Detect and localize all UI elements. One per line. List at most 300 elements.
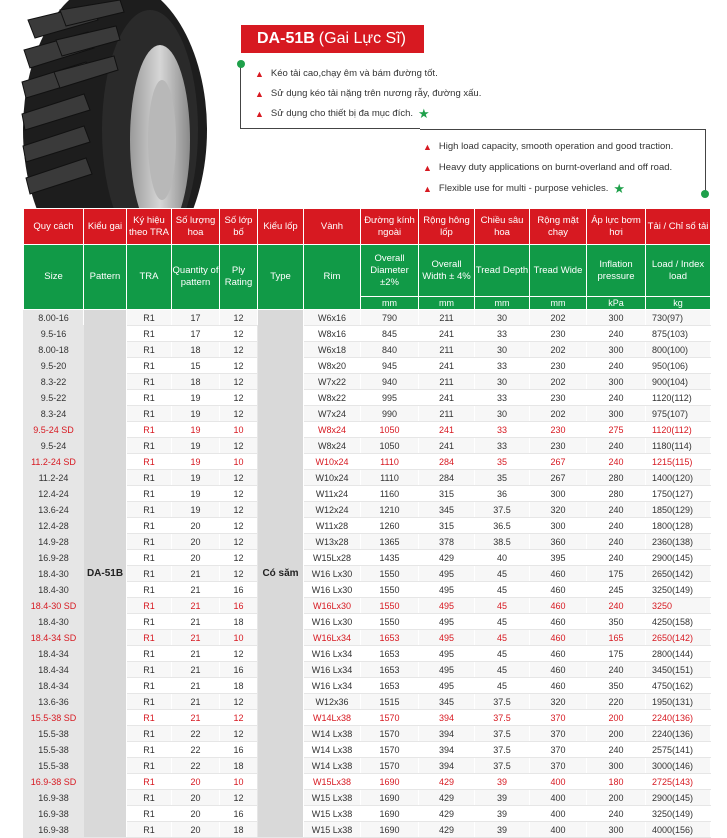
cell-ply: 12	[220, 518, 258, 534]
type-cell: Có săm	[258, 310, 304, 838]
column-header-vn: Rộng mặt chạy	[530, 209, 587, 245]
cell-tw: 370	[530, 726, 587, 742]
cell-ply: 10	[220, 422, 258, 438]
cell-size: 8.00-16	[24, 310, 84, 326]
table-row	[24, 646, 711, 662]
cell-tra: R1	[127, 358, 172, 374]
cell-td: 33	[475, 326, 530, 342]
column-header-en: Tread Wide	[530, 245, 587, 297]
cell-load: 1950(131)	[646, 694, 711, 710]
cell-size: 18.4-34	[24, 646, 84, 662]
column-header-en: Overall Width ± 4%	[419, 245, 475, 297]
cell-td: 40	[475, 550, 530, 566]
cell-ply: 12	[220, 438, 258, 454]
table-row	[24, 598, 711, 614]
cell-load: 2900(145)	[646, 550, 711, 566]
cell-ow: 211	[419, 374, 475, 390]
cell-size: 18.4-30	[24, 566, 84, 582]
cell-load: 3000(146)	[646, 758, 711, 774]
cell-tra: R1	[127, 710, 172, 726]
cell-tw: 460	[530, 678, 587, 694]
cell-tra: R1	[127, 742, 172, 758]
cell-tw: 202	[530, 406, 587, 422]
cell-size: 9.5-16	[24, 326, 84, 342]
cell-rim: W15Lx28	[304, 550, 361, 566]
cell-td: 33	[475, 438, 530, 454]
cell-size: 15.5-38	[24, 726, 84, 742]
cell-size: 16.9-38 SD	[24, 774, 84, 790]
table-row	[24, 630, 711, 646]
cell-ip: 275	[587, 422, 646, 438]
cell-td: 39	[475, 822, 530, 838]
cell-qty: 19	[172, 406, 220, 422]
cell-tw: 400	[530, 806, 587, 822]
cell-qty: 20	[172, 822, 220, 838]
header-row-vn	[24, 209, 711, 245]
cell-od: 1570	[361, 742, 419, 758]
cell-tw: 460	[530, 598, 587, 614]
cell-ip: 240	[587, 534, 646, 550]
cell-rim: W7x24	[304, 406, 361, 422]
table-row	[24, 822, 711, 838]
cell-size: 11.2-24	[24, 470, 84, 486]
triangle-icon: ▲	[423, 141, 432, 152]
cell-od: 1570	[361, 710, 419, 726]
cell-ow: 495	[419, 582, 475, 598]
cell-size: 16.9-38	[24, 822, 84, 838]
cell-ply: 12	[220, 566, 258, 582]
cell-tw: 395	[530, 550, 587, 566]
cell-od: 1570	[361, 726, 419, 742]
cell-ip: 200	[587, 710, 646, 726]
cell-ow: 495	[419, 646, 475, 662]
cell-ow: 429	[419, 774, 475, 790]
feature-text: Heavy duty applications on burnt-overland and off road.	[438, 162, 673, 173]
cell-ip: 280	[587, 486, 646, 502]
cell-tw: 320	[530, 502, 587, 518]
cell-ip: 300	[587, 406, 646, 422]
cell-tra: R1	[127, 326, 172, 342]
cell-rim: W10x24	[304, 454, 361, 470]
cell-td: 45	[475, 646, 530, 662]
cell-rim: W16Lx34	[304, 630, 361, 646]
cell-ply: 12	[220, 694, 258, 710]
cell-td: 30	[475, 310, 530, 326]
cell-qty: 21	[172, 694, 220, 710]
cell-ip: 240	[587, 598, 646, 614]
star-icon: ★	[613, 181, 626, 196]
triangle-icon: ▲	[423, 183, 432, 194]
cell-td: 30	[475, 374, 530, 390]
cell-ip: 300	[587, 342, 646, 358]
cell-ply: 12	[220, 726, 258, 742]
cell-rim: W8x22	[304, 390, 361, 406]
cell-qty: 21	[172, 662, 220, 678]
table-row	[24, 406, 711, 422]
cell-tw: 460	[530, 662, 587, 678]
cell-rim: W11x28	[304, 518, 361, 534]
feature-text: Sử dụng kéo tải nặng trên nương rẫy, đường xấu.	[270, 88, 482, 99]
cell-tra: R1	[127, 806, 172, 822]
cell-td: 45	[475, 566, 530, 582]
cell-ow: 394	[419, 758, 475, 774]
cell-tra: R1	[127, 566, 172, 582]
feature-en-1	[423, 141, 673, 152]
cell-rim: W13x28	[304, 534, 361, 550]
cell-load: 1800(128)	[646, 518, 711, 534]
cell-size: 9.5-22	[24, 390, 84, 406]
cell-ip: 240	[587, 390, 646, 406]
cell-ply: 18	[220, 678, 258, 694]
cell-od: 1050	[361, 422, 419, 438]
cell-td: 37.5	[475, 742, 530, 758]
cell-qty: 18	[172, 374, 220, 390]
cell-tra: R1	[127, 550, 172, 566]
table-row	[24, 438, 711, 454]
cell-ip: 350	[587, 614, 646, 630]
tire-image	[20, 0, 210, 205]
cell-rim: W8x24	[304, 422, 361, 438]
cell-size: 15.5-38	[24, 742, 84, 758]
cell-od: 1550	[361, 614, 419, 630]
cell-td: 39	[475, 774, 530, 790]
cell-tw: 370	[530, 742, 587, 758]
cell-tra: R1	[127, 454, 172, 470]
cell-ow: 241	[419, 358, 475, 374]
cell-od: 995	[361, 390, 419, 406]
cell-ow: 495	[419, 566, 475, 582]
cell-tra: R1	[127, 390, 172, 406]
cell-tw: 460	[530, 566, 587, 582]
cell-qty: 20	[172, 774, 220, 790]
cell-ip: 240	[587, 358, 646, 374]
cell-load: 4250(158)	[646, 614, 711, 630]
cell-size: 8.3-24	[24, 406, 84, 422]
cell-qty: 22	[172, 726, 220, 742]
column-header-vn: Rộng hông lốp	[419, 209, 475, 245]
table-row	[24, 806, 711, 822]
cell-ow: 284	[419, 454, 475, 470]
cell-td: 30	[475, 342, 530, 358]
table-row	[24, 726, 711, 742]
cell-size: 9.5-20	[24, 358, 84, 374]
cell-tra: R1	[127, 534, 172, 550]
pattern-cell: DA-51B	[84, 310, 127, 838]
cell-tw: 460	[530, 614, 587, 630]
cell-load: 2900(145)	[646, 790, 711, 806]
cell-qty: 20	[172, 534, 220, 550]
unit-label: mm	[475, 297, 530, 310]
cell-load: 2725(143)	[646, 774, 711, 790]
cell-tw: 370	[530, 710, 587, 726]
table-row	[24, 742, 711, 758]
cell-ip: 180	[587, 774, 646, 790]
cell-od: 1550	[361, 566, 419, 582]
cell-od: 940	[361, 374, 419, 390]
cell-ip: 175	[587, 566, 646, 582]
cell-ip: 200	[587, 790, 646, 806]
column-header-en: Rim	[304, 245, 361, 310]
cell-load: 900(104)	[646, 374, 711, 390]
cell-size: 13.6-24	[24, 502, 84, 518]
cell-size: 16.9-28	[24, 550, 84, 566]
cell-load: 1750(127)	[646, 486, 711, 502]
cell-ow: 495	[419, 662, 475, 678]
column-header-en: Load / Index load	[646, 245, 711, 297]
feature-text: Kéo tải cao,chạy êm và bám đường tốt.	[270, 68, 438, 79]
cell-load: 1120(112)	[646, 390, 711, 406]
cell-ply: 18	[220, 614, 258, 630]
table-row	[24, 774, 711, 790]
table-row	[24, 342, 711, 358]
cell-qty: 18	[172, 342, 220, 358]
column-header-vn: Số lượng hoa	[172, 209, 220, 245]
cell-qty: 21	[172, 646, 220, 662]
cell-size: 9.5-24 SD	[24, 422, 84, 438]
cell-rim: W12x36	[304, 694, 361, 710]
cell-load: 730(97)	[646, 310, 711, 326]
cell-ip: 200	[587, 726, 646, 742]
cell-load: 1120(112)	[646, 422, 711, 438]
cell-td: 45	[475, 630, 530, 646]
cell-size: 15.5-38	[24, 758, 84, 774]
cell-od: 1653	[361, 630, 419, 646]
column-header-vn: Ký hiệu theo TRA	[127, 209, 172, 245]
cell-td: 35	[475, 470, 530, 486]
cell-tra: R1	[127, 342, 172, 358]
cell-ow: 394	[419, 742, 475, 758]
cell-rim: W14 Lx38	[304, 726, 361, 742]
cell-rim: W8x16	[304, 326, 361, 342]
cell-ow: 345	[419, 694, 475, 710]
cell-qty: 21	[172, 614, 220, 630]
cell-ow: 429	[419, 790, 475, 806]
cell-size: 12.4-28	[24, 518, 84, 534]
cell-ply: 12	[220, 342, 258, 358]
cell-size: 11.2-24 SD	[24, 454, 84, 470]
cell-td: 36.5	[475, 518, 530, 534]
table-row	[24, 678, 711, 694]
cell-od: 1690	[361, 774, 419, 790]
cell-tra: R1	[127, 614, 172, 630]
cell-od: 945	[361, 358, 419, 374]
cell-load: 1400(120)	[646, 470, 711, 486]
column-header-vn: Vành	[304, 209, 361, 245]
cell-ip: 300	[587, 822, 646, 838]
cell-od: 1690	[361, 806, 419, 822]
cell-qty: 22	[172, 742, 220, 758]
cell-td: 37.5	[475, 710, 530, 726]
cell-ow: 241	[419, 422, 475, 438]
triangle-icon: ▲	[423, 162, 432, 173]
cell-ip: 240	[587, 518, 646, 534]
star-icon: ★	[418, 106, 430, 121]
cell-ply: 10	[220, 630, 258, 646]
cell-tra: R1	[127, 822, 172, 838]
cell-ply: 12	[220, 374, 258, 390]
features-en-frame	[420, 129, 706, 130]
column-header-en: Overall Diameter ±2%	[361, 245, 419, 297]
cell-qty: 19	[172, 486, 220, 502]
cell-tw: 267	[530, 470, 587, 486]
column-header-en: Inflation pressure	[587, 245, 646, 297]
cell-rim: W7x22	[304, 374, 361, 390]
cell-tw: 360	[530, 534, 587, 550]
cell-size: 16.9-38	[24, 790, 84, 806]
column-header-vn: Tải / Chỉ số tải	[646, 209, 711, 245]
cell-tra: R1	[127, 518, 172, 534]
cell-load: 2575(141)	[646, 742, 711, 758]
cell-load: 2360(138)	[646, 534, 711, 550]
cell-ply: 18	[220, 822, 258, 838]
cell-ip: 280	[587, 470, 646, 486]
cell-qty: 20	[172, 550, 220, 566]
table-row	[24, 518, 711, 534]
cell-qty: 21	[172, 630, 220, 646]
cell-qty: 19	[172, 422, 220, 438]
cell-rim: W14Lx38	[304, 710, 361, 726]
cell-ply: 12	[220, 550, 258, 566]
cell-ip: 240	[587, 454, 646, 470]
cell-size: 9.5-24	[24, 438, 84, 454]
cell-tw: 202	[530, 374, 587, 390]
cell-qty: 19	[172, 390, 220, 406]
cell-ip: 240	[587, 502, 646, 518]
cell-tw: 300	[530, 486, 587, 502]
cell-tw: 230	[530, 390, 587, 406]
cell-rim: W15 Lx38	[304, 806, 361, 822]
cell-rim: W16 Lx30	[304, 582, 361, 598]
cell-tw: 460	[530, 646, 587, 662]
table-row	[24, 502, 711, 518]
cell-td: 33	[475, 390, 530, 406]
cell-tra: R1	[127, 694, 172, 710]
cell-ow: 429	[419, 806, 475, 822]
table-row	[24, 582, 711, 598]
cell-rim: W16 Lx30	[304, 614, 361, 630]
cell-ip: 165	[587, 630, 646, 646]
cell-tra: R1	[127, 406, 172, 422]
feature-vn-2	[255, 88, 481, 99]
cell-size: 8.3-22	[24, 374, 84, 390]
cell-size: 18.4-30 SD	[24, 598, 84, 614]
cell-qty: 19	[172, 470, 220, 486]
cell-tra: R1	[127, 502, 172, 518]
cell-ply: 12	[220, 790, 258, 806]
cell-qty: 19	[172, 438, 220, 454]
cell-tw: 370	[530, 758, 587, 774]
cell-tw: 202	[530, 310, 587, 326]
cell-tra: R1	[127, 678, 172, 694]
cell-ow: 495	[419, 678, 475, 694]
cell-ply: 12	[220, 646, 258, 662]
cell-od: 1365	[361, 534, 419, 550]
cell-ow: 211	[419, 342, 475, 358]
table-row	[24, 454, 711, 470]
cell-load: 3250	[646, 598, 711, 614]
cell-ply: 16	[220, 662, 258, 678]
cell-ow: 315	[419, 518, 475, 534]
column-header-vn: Đường kính ngoài	[361, 209, 419, 245]
cell-tw: 400	[530, 774, 587, 790]
cell-ply: 12	[220, 502, 258, 518]
column-header-en: Tread Depth	[475, 245, 530, 297]
cell-od: 1110	[361, 470, 419, 486]
cell-od: 845	[361, 326, 419, 342]
cell-ow: 495	[419, 614, 475, 630]
cell-od: 1653	[361, 662, 419, 678]
cell-load: 1215(115)	[646, 454, 711, 470]
feature-text: High load capacity, smooth operation and good traction.	[438, 141, 674, 152]
table-row	[24, 310, 711, 326]
cell-size: 12.4-24	[24, 486, 84, 502]
cell-qty: 20	[172, 518, 220, 534]
header-row-en	[24, 245, 711, 297]
unit-label: kg	[646, 297, 711, 310]
table-row	[24, 326, 711, 342]
cell-load: 4000(156)	[646, 822, 711, 838]
cell-td: 39	[475, 806, 530, 822]
cell-ip: 175	[587, 646, 646, 662]
cell-tra: R1	[127, 598, 172, 614]
spec-table-body	[24, 310, 711, 838]
cell-load: 875(103)	[646, 326, 711, 342]
cell-tw: 230	[530, 438, 587, 454]
cell-ow: 495	[419, 630, 475, 646]
cell-tra: R1	[127, 374, 172, 390]
cell-ip: 240	[587, 742, 646, 758]
cell-load: 3250(149)	[646, 582, 711, 598]
table-row	[24, 790, 711, 806]
cell-tw: 460	[530, 630, 587, 646]
cell-ow: 284	[419, 470, 475, 486]
cell-td: 45	[475, 614, 530, 630]
cell-rim: W14 Lx38	[304, 742, 361, 758]
cell-tw: 230	[530, 358, 587, 374]
cell-tra: R1	[127, 422, 172, 438]
cell-size: 18.4-30	[24, 614, 84, 630]
table-row	[24, 710, 711, 726]
cell-td: 36	[475, 486, 530, 502]
cell-load: 4750(162)	[646, 678, 711, 694]
table-row	[24, 374, 711, 390]
cell-qty: 19	[172, 454, 220, 470]
table-row	[24, 662, 711, 678]
features-en-connector	[705, 129, 706, 193]
cell-ow: 241	[419, 326, 475, 342]
cell-size: 14.9-28	[24, 534, 84, 550]
cell-rim: W8x24	[304, 438, 361, 454]
cell-tw: 400	[530, 822, 587, 838]
cell-tra: R1	[127, 758, 172, 774]
cell-rim: W6x16	[304, 310, 361, 326]
cell-qty: 21	[172, 678, 220, 694]
cell-ow: 211	[419, 310, 475, 326]
cell-tra: R1	[127, 470, 172, 486]
cell-tra: R1	[127, 646, 172, 662]
table-row	[24, 390, 711, 406]
cell-rim: W15Lx38	[304, 774, 361, 790]
cell-qty: 17	[172, 326, 220, 342]
cell-ow: 429	[419, 550, 475, 566]
cell-od: 990	[361, 406, 419, 422]
cell-rim: W16Lx30	[304, 598, 361, 614]
cell-od: 1690	[361, 822, 419, 838]
unit-label: mm	[361, 297, 419, 310]
cell-td: 39	[475, 790, 530, 806]
cell-ply: 18	[220, 758, 258, 774]
cell-qty: 21	[172, 582, 220, 598]
